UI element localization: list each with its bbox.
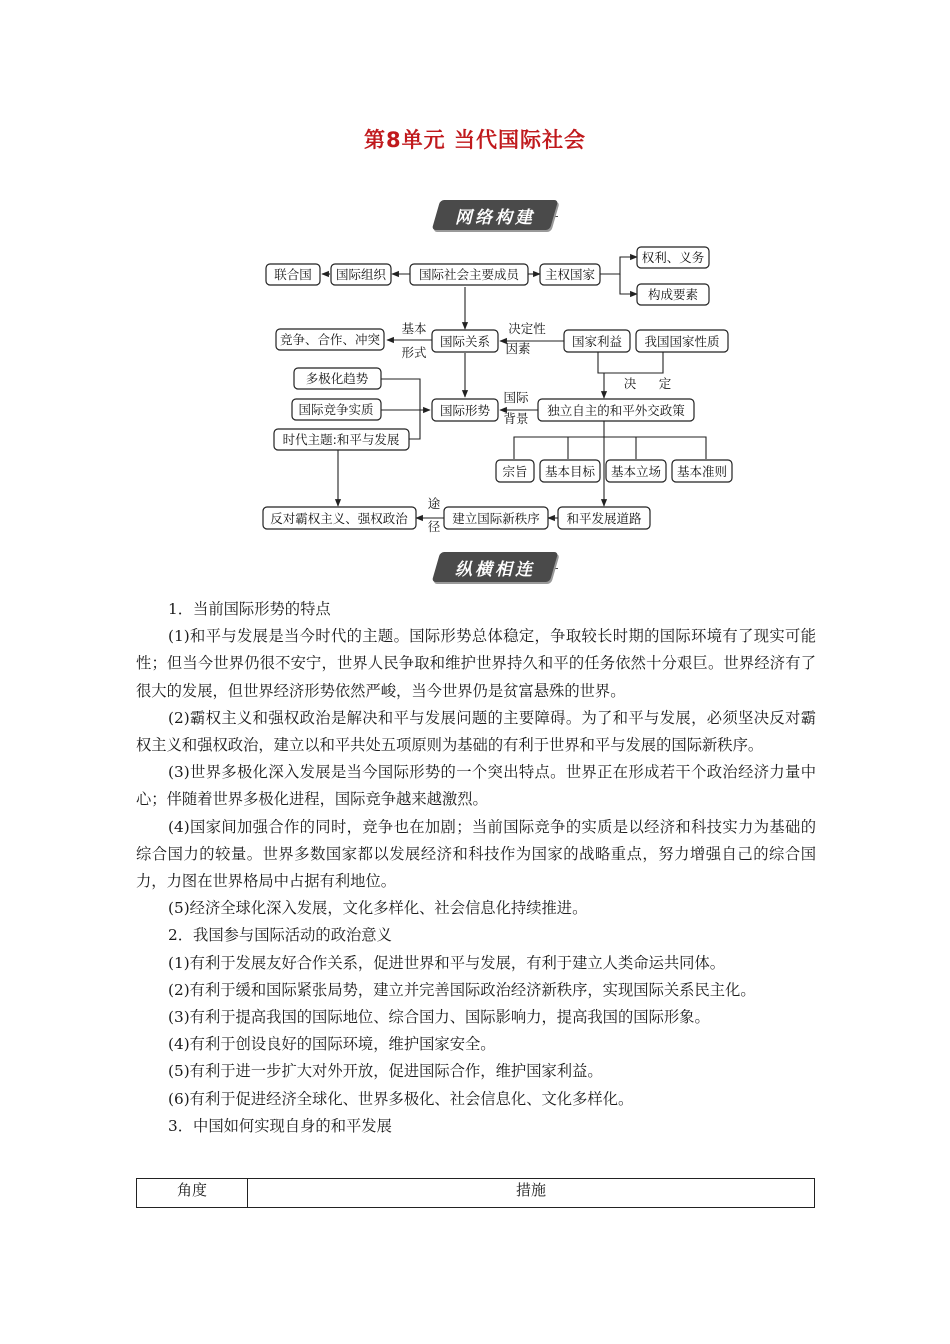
paragraph: (4)国家间加强合作的同时，竞争也在加剧；当前国际竞争的实质是以经济和科技实力为基础的综合国力的较量。世界多数国家都以发展经济和科技作为国家的战略重点，努力增强自己的综合国力，力图在世界格局中占据有利地位。 [136, 817, 816, 891]
svg-text:国际形势: 国际形势 [439, 403, 491, 418]
header-angle: 角度 [137, 1179, 248, 1208]
edge-label-jiben: 基本 [401, 321, 427, 336]
svg-text:权利、义务: 权利、义务 [641, 250, 705, 265]
node-fandui [263, 507, 416, 529]
banner-label: 纵横相连 [455, 559, 535, 580]
svg-text:国际组织: 国际组织 [335, 267, 387, 282]
paragraph: (3)有利于提高我国的国际地位、综合国力、国际影响力，提高我国的国际形象。 [168, 1008, 710, 1027]
node-xingzhi [636, 330, 728, 352]
node-mubiao [540, 460, 600, 482]
svg-text:我国国家性质: 我国国家性质 [644, 334, 720, 349]
svg-text:国际关系: 国际关系 [439, 334, 491, 349]
page-title: 第8单元 当代国际社会 [364, 128, 586, 152]
heading-3: 3．中国如何实现自身的和平发展 [168, 1116, 392, 1135]
paragraph: (2)有利于缓和国际紧张局势，建立并完善国际政治经济新秩序，实现国际关系民主化。 [168, 980, 756, 999]
svg-text:联合国: 联合国 [274, 267, 312, 282]
node-shidaizhuti [274, 429, 409, 450]
paragraph: (5)有利于进一步扩大对外开放，促进国际合作，维护国家利益。 [168, 1062, 603, 1081]
measures-table [136, 1178, 815, 1208]
svg-text:反对霸权主义、强权政治: 反对霸权主义、强权政治 [270, 511, 408, 526]
svg-text:国际竞争实质: 国际竞争实质 [298, 402, 374, 417]
node-quanliyiwu [637, 247, 709, 268]
node-guojizuzhi [331, 264, 391, 285]
node-guojixingshi [432, 399, 498, 421]
svg-text:国家利益: 国家利益 [571, 334, 623, 349]
edge-label-xingshi: 形式 [401, 345, 427, 360]
paragraph: (5)经济全球化深入发展，文化多样化、社会信息化持续推进。 [168, 899, 588, 918]
svg-text:国际社会主要成员: 国际社会主要成员 [418, 267, 520, 282]
heading-1: 1．当前国际形势的特点 [168, 600, 331, 618]
edge-label-ding: 定 [658, 376, 672, 391]
svg-text:宗旨: 宗旨 [502, 464, 528, 479]
svg-text:和平发展道路: 和平发展道路 [566, 511, 642, 526]
heading-2: 2．我国参与国际活动的政治意义 [168, 926, 392, 945]
node-zongzhi [496, 460, 534, 482]
svg-text:构成要素: 构成要素 [647, 287, 699, 302]
paragraph: (2)霸权主义和强权政治是解决和平与发展问题的主要障碍。为了和平与发展，必须坚决反对霸权主义和强权政治，建立以和平共处五项原则为基础的有利于世界和平与发展的国际新秩序。 [136, 708, 816, 755]
node-zhengce [538, 399, 694, 421]
node-zhunze [672, 460, 732, 482]
paragraph: (6)有利于促进经济全球化、世界多极化、社会信息化、文化多样化。 [168, 1089, 634, 1108]
node-zhuquanguojia [540, 264, 600, 285]
svg-text:时代主题:和平与发展: 时代主题:和平与发展 [282, 432, 400, 447]
svg-text:基本目标: 基本目标 [544, 464, 596, 479]
node-zhuyaochengyuan [410, 264, 528, 285]
node-daolu [558, 507, 650, 529]
node-guojiguanxi [432, 330, 498, 352]
svg-text:主权国家: 主权国家 [544, 267, 596, 282]
edge-label-beijing: 背景 [503, 411, 529, 426]
edge-label-jue: 决 [623, 376, 637, 391]
paragraph: (1)和平与发展是当今时代的主题。国际形势总体稳定，争取较长时期的国际环境有了现实可能性；但当今世界仍很不安宁，世界人民争取和维护世界持久和平的任务依然十分艰巨。世界经济有了很大的发展，但世界经济形势依然严峻，当今世界仍是贫富悬殊的世界。 [136, 627, 816, 700]
edge-label-guoji: 国际 [503, 390, 529, 405]
node-goucheng [637, 284, 709, 305]
node-duojihua [294, 368, 381, 389]
svg-text:建立国际新秩序: 建立国际新秩序 [452, 511, 540, 526]
edge-label-jueding: 决定性 [508, 321, 546, 336]
node-xinzhixu [444, 507, 548, 529]
edge-label-yinsu: 因素 [505, 341, 531, 356]
edge-label-jing: 径 [427, 519, 441, 534]
paragraph: (4)有利于创设良好的国际环境，维护国家安全。 [168, 1035, 496, 1054]
node-lianheguo [266, 264, 320, 285]
header-measures: 措施 [248, 1179, 815, 1208]
svg-text:独立自主的和平外交政策: 独立自主的和平外交政策 [547, 403, 685, 418]
edge-label-tu: 途 [427, 496, 441, 511]
paragraph: (1)有利于发展友好合作关系，促进世界和平与发展，有利于建立人类命运共同体。 [168, 953, 726, 972]
section-banner-links [436, 552, 554, 582]
svg-text:基本立场: 基本立场 [610, 464, 662, 479]
body-text [136, 596, 816, 1140]
node-guojialiyi [564, 330, 630, 352]
table-header-row [137, 1179, 815, 1208]
concept-map [0, 0, 950, 560]
node-lichang [606, 460, 666, 482]
node-jingzheng [276, 329, 384, 350]
svg-text:基本准则: 基本准则 [676, 464, 728, 479]
svg-text:竞争、合作、冲突: 竞争、合作、冲突 [279, 332, 381, 347]
paragraph: (3)世界多极化深入发展是当今国际形势的一个突出特点。世界正在形成若干个政治经济力量中心；伴随着世界多极化进程，国际竞争越来越激烈。 [136, 763, 816, 809]
node-jingzhengshizhi [292, 399, 381, 420]
banner-label: 网络构建 [455, 207, 535, 228]
svg-text:多极化趋势: 多极化趋势 [305, 371, 369, 386]
